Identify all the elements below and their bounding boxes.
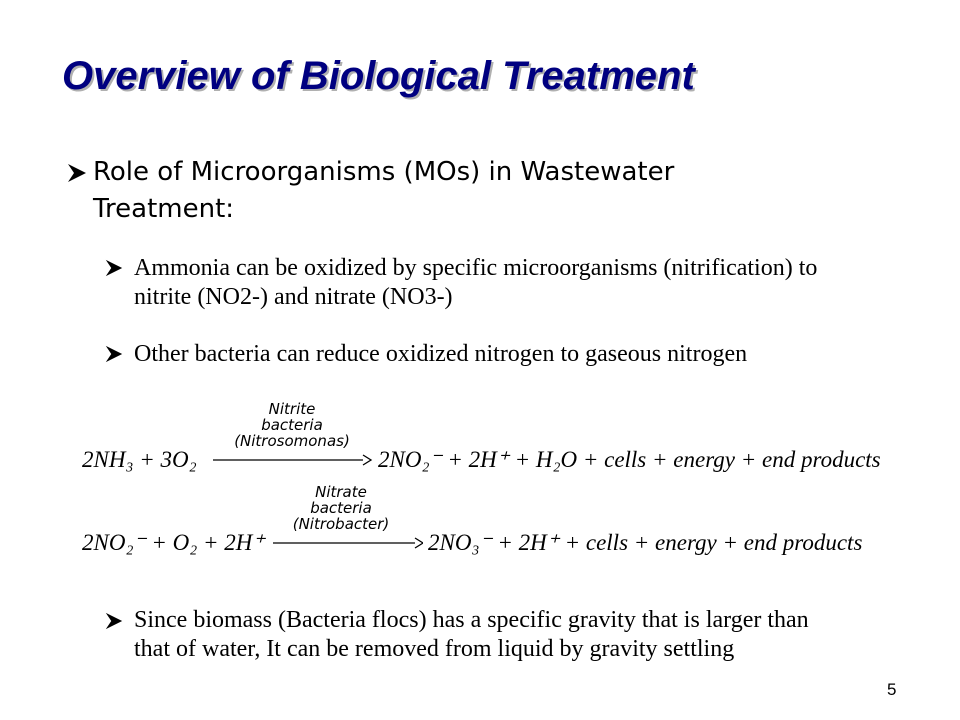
slide-title: Overview of Biological Treatment [62, 54, 695, 98]
arrow-bullet-icon [104, 258, 124, 278]
arrow-bullet-icon [104, 344, 124, 364]
equation-2-reactants: 2NO₂⁻ + O₂ + 2H⁺ [82, 530, 265, 555]
sub-bullet-3-text: Since biomass (Bacteria flocs) has a specific gravity that is larger than that of water, It can be removed from liquid by gravity settling [134, 607, 809, 662]
equation-1-catalyst-label: Nitrite bacteria (Nitrosomonas) [234, 400, 350, 450]
arrow-bullet-icon [66, 162, 88, 184]
equation-1-reactants: 2NH₃ + 3O₂ [82, 447, 197, 472]
sub-bullet-2-text: Other bacteria can reduce oxidized nitrogen to gaseous nitrogen [134, 341, 748, 367]
sub-bullet-1-text: Ammonia can be oxidized by specific microorganisms (nitrification) to nitrite (NO2-) and nitrate (NO3-) [134, 255, 818, 310]
equation-1-products: 2NO₂⁻ + 2H⁺ + H₂O + cells + energy + end products [378, 447, 881, 472]
page-number: 5 [887, 680, 897, 699]
bullet-main-text: Role of Microorganisms (MOs) in Wastewater Treatment: [93, 157, 675, 224]
reaction-arrow-icon [273, 536, 423, 550]
reaction-arrow-icon [213, 453, 373, 467]
equation-2-products: 2NO₃⁻ + 2H⁺ + cells + energy + end products [428, 530, 863, 555]
equation-2-catalyst-label: Nitrate bacteria (Nitrobacter) [292, 483, 390, 533]
arrow-bullet-icon [104, 611, 124, 631]
